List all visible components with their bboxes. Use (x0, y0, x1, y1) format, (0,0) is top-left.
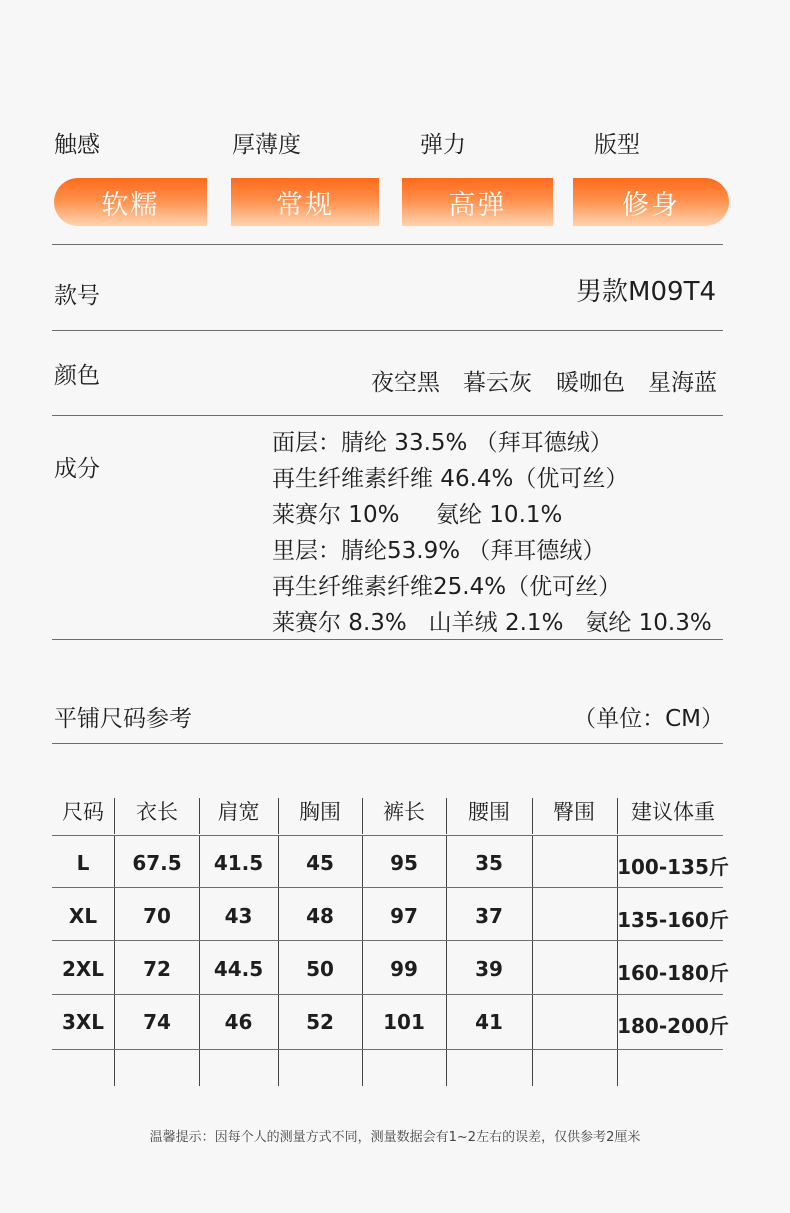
style-no-value: 男款M09T4 (576, 277, 716, 307)
column-separator (532, 798, 533, 834)
table-cell: 50 (306, 957, 334, 981)
table-cell: 74 (143, 1010, 171, 1034)
table-cell: 67.5 (132, 851, 182, 875)
composition-label: 成分 (54, 456, 100, 482)
column-separator (114, 798, 115, 834)
color-label: 颜色 (54, 363, 100, 389)
weight-cell: 100-135斤 (617, 855, 729, 879)
size-cell: XL (68, 904, 98, 928)
table-cell: 46 (224, 1010, 253, 1034)
composition-line: 莱赛尔 10% 氨纶 10.1% (272, 502, 563, 528)
table-header: 裤长 (383, 800, 425, 824)
divider (52, 639, 723, 640)
attr-value-thickness: 常规 (231, 178, 379, 226)
attr-value-fit: 修身 (573, 178, 729, 226)
size-cell: L (76, 851, 90, 875)
table-cell: 44.5 (213, 957, 264, 981)
table-cell: 39 (475, 957, 503, 981)
column-separator (362, 798, 363, 834)
weight-cell: 135-160斤 (617, 908, 729, 932)
table-header: 肩宽 (217, 800, 260, 824)
composition-line: 里层：腈纶53.9% （拜耳德绒） (272, 538, 606, 564)
table-cell: 72 (143, 957, 171, 981)
table-header: 胸围 (299, 800, 341, 824)
composition-line: 莱赛尔 8.3% 山羊绒 2.1% 氨纶 10.3% (272, 610, 712, 636)
row-divider (52, 940, 723, 941)
color-option-grey: 暮云灰 (463, 370, 532, 396)
column-separator (617, 798, 618, 834)
table-cell: 41 (475, 1010, 503, 1034)
table-cell: 70 (143, 904, 171, 928)
table-header: 尺码 (62, 800, 104, 824)
table-header: 臀围 (553, 800, 595, 824)
size-cell: 3XL (61, 1010, 105, 1034)
table-cell: 101 (383, 1010, 425, 1034)
table-cell: 99 (390, 957, 418, 981)
table-cell: 43 (224, 904, 253, 928)
row-divider (52, 994, 723, 995)
table-cell: 95 (390, 851, 418, 875)
table-header: 腰围 (468, 800, 510, 824)
row-divider (52, 887, 723, 888)
table-cell: 41.5 (213, 851, 264, 875)
composition-line: 面层：腈纶 33.5% （拜耳德绒） (272, 430, 613, 456)
divider (52, 244, 723, 245)
attr-label-thickness: 厚薄度 (232, 132, 301, 158)
color-option-coffee: 暖咖色 (556, 370, 625, 396)
weight-cell: 160-180斤 (617, 961, 729, 985)
composition-line: 再生纤维素纤维 46.4%（优可丝） (272, 466, 629, 492)
color-option-black: 夜空黑 (371, 370, 440, 396)
table-cell: 37 (475, 904, 503, 928)
size-ref-title: 平铺尺码参考 (54, 706, 192, 732)
divider (52, 330, 723, 331)
table-header: 衣长 (136, 800, 178, 824)
size-ref-unit: （单位：CM） (573, 706, 724, 732)
attr-value-touch: 软糯 (54, 178, 207, 226)
attr-value-elasticity: 高弹 (402, 178, 553, 226)
weight-cell: 180-200斤 (617, 1014, 729, 1038)
divider (52, 415, 723, 416)
attr-label-fit: 版型 (594, 132, 640, 158)
row-divider (52, 835, 723, 836)
table-cell: 35 (475, 851, 503, 875)
footnote: 温馨提示：因每个人的测量方式不同，测量数据会有1~2左右的误差，仅供参考2厘米 (149, 1130, 641, 1145)
table-cell: 97 (390, 904, 418, 928)
table-cell: 48 (306, 904, 334, 928)
column-separator (278, 798, 279, 834)
color-option-blue: 星海蓝 (648, 370, 717, 396)
attr-label-elasticity: 弹力 (420, 132, 466, 158)
row-divider (52, 1049, 723, 1050)
divider (52, 743, 723, 744)
column-separator (199, 798, 200, 834)
style-no-label: 款号 (54, 283, 100, 309)
composition-line: 再生纤维素纤维25.4%（优可丝） (272, 574, 622, 600)
table-header: 建议体重 (631, 800, 715, 824)
attr-label-touch: 触感 (54, 132, 100, 158)
size-cell: 2XL (61, 957, 105, 981)
table-cell: 52 (306, 1010, 334, 1034)
column-separator (446, 798, 447, 834)
table-cell: 45 (306, 851, 334, 875)
